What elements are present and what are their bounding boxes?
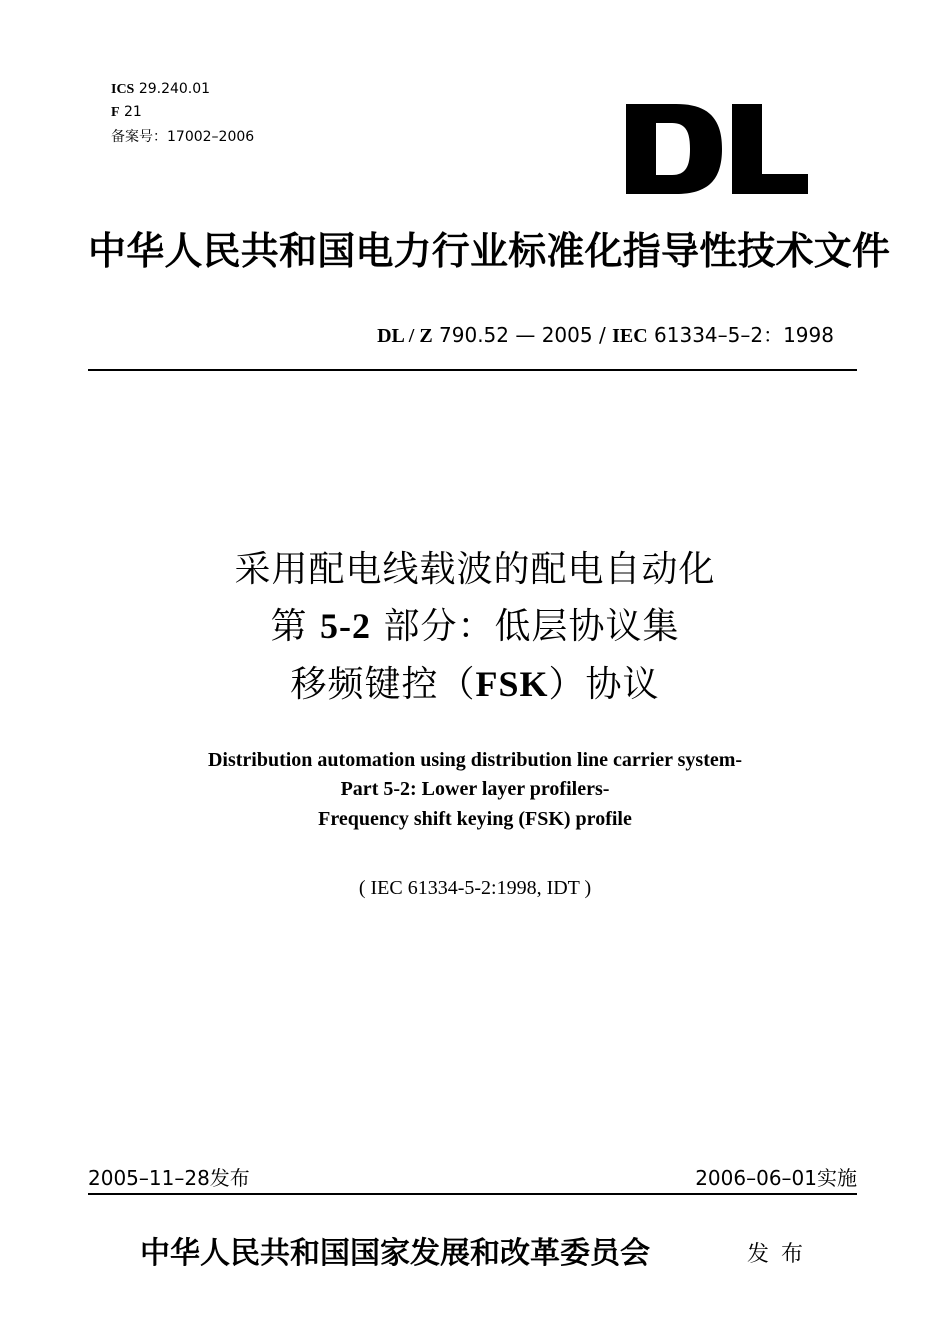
cn-title-part-number: 5-2 <box>320 606 371 646</box>
ics-label: ICS <box>111 82 135 97</box>
equivalence-note: ( IEC 61334-5-2:1998, IDT ) <box>358 877 592 899</box>
organization-title: 中华人民共和国电力行业标准化指导性技术文件 <box>88 229 891 273</box>
record-label: 备案号： <box>111 129 167 145</box>
ics-value: 29.240.01 <box>138 81 211 97</box>
cn-title-part-suffix: 部分：低层协议集 <box>383 606 680 647</box>
ccs-value: 21 <box>124 104 142 120</box>
implementation-date: 2006–06–01实施 <box>695 1166 857 1190</box>
cn-title-fsk-suffix: ）协议 <box>548 664 660 705</box>
ccs-label: F <box>111 105 120 120</box>
footer-divider <box>88 1193 857 1195</box>
publish-label: 发布 <box>747 1242 816 1267</box>
cn-title-part-prefix: 第 <box>270 606 308 647</box>
cn-title-line-1: 采用配电线载波的配电自动化 <box>234 549 716 590</box>
iec-number: 61334–5–2：1998 <box>654 323 834 347</box>
publisher-name: 中华人民共和国国家发展和改革委员会 <box>140 1236 650 1271</box>
ics-code <box>111 80 210 99</box>
ccs-code <box>111 103 142 122</box>
cn-title-fsk-abbr: FSK <box>475 664 549 704</box>
record-number <box>111 128 254 146</box>
cn-title-line-2 <box>0 604 950 649</box>
std-prefix: DL / Z <box>377 325 433 347</box>
en-title-line-3: Frequency shift keying (FSK) profile <box>318 808 632 830</box>
std-number-value: 790.52 — 2005 / <box>439 323 606 347</box>
issue-date: 2005–11–28发布 <box>88 1166 250 1190</box>
record-value: 17002–2006 <box>167 129 255 145</box>
en-title-line-2: Part 5-2: Lower layer profilers- <box>340 778 610 800</box>
header-divider <box>88 369 857 371</box>
iec-label: IEC <box>612 325 648 347</box>
dl-logo <box>626 104 808 194</box>
standard-number <box>377 322 834 349</box>
cn-title-line-3 <box>0 662 950 707</box>
cn-title-fsk-prefix: 移频键控（ <box>290 664 476 705</box>
en-title-line-1: Distribution automation using distribution line carrier system- <box>207 749 743 771</box>
